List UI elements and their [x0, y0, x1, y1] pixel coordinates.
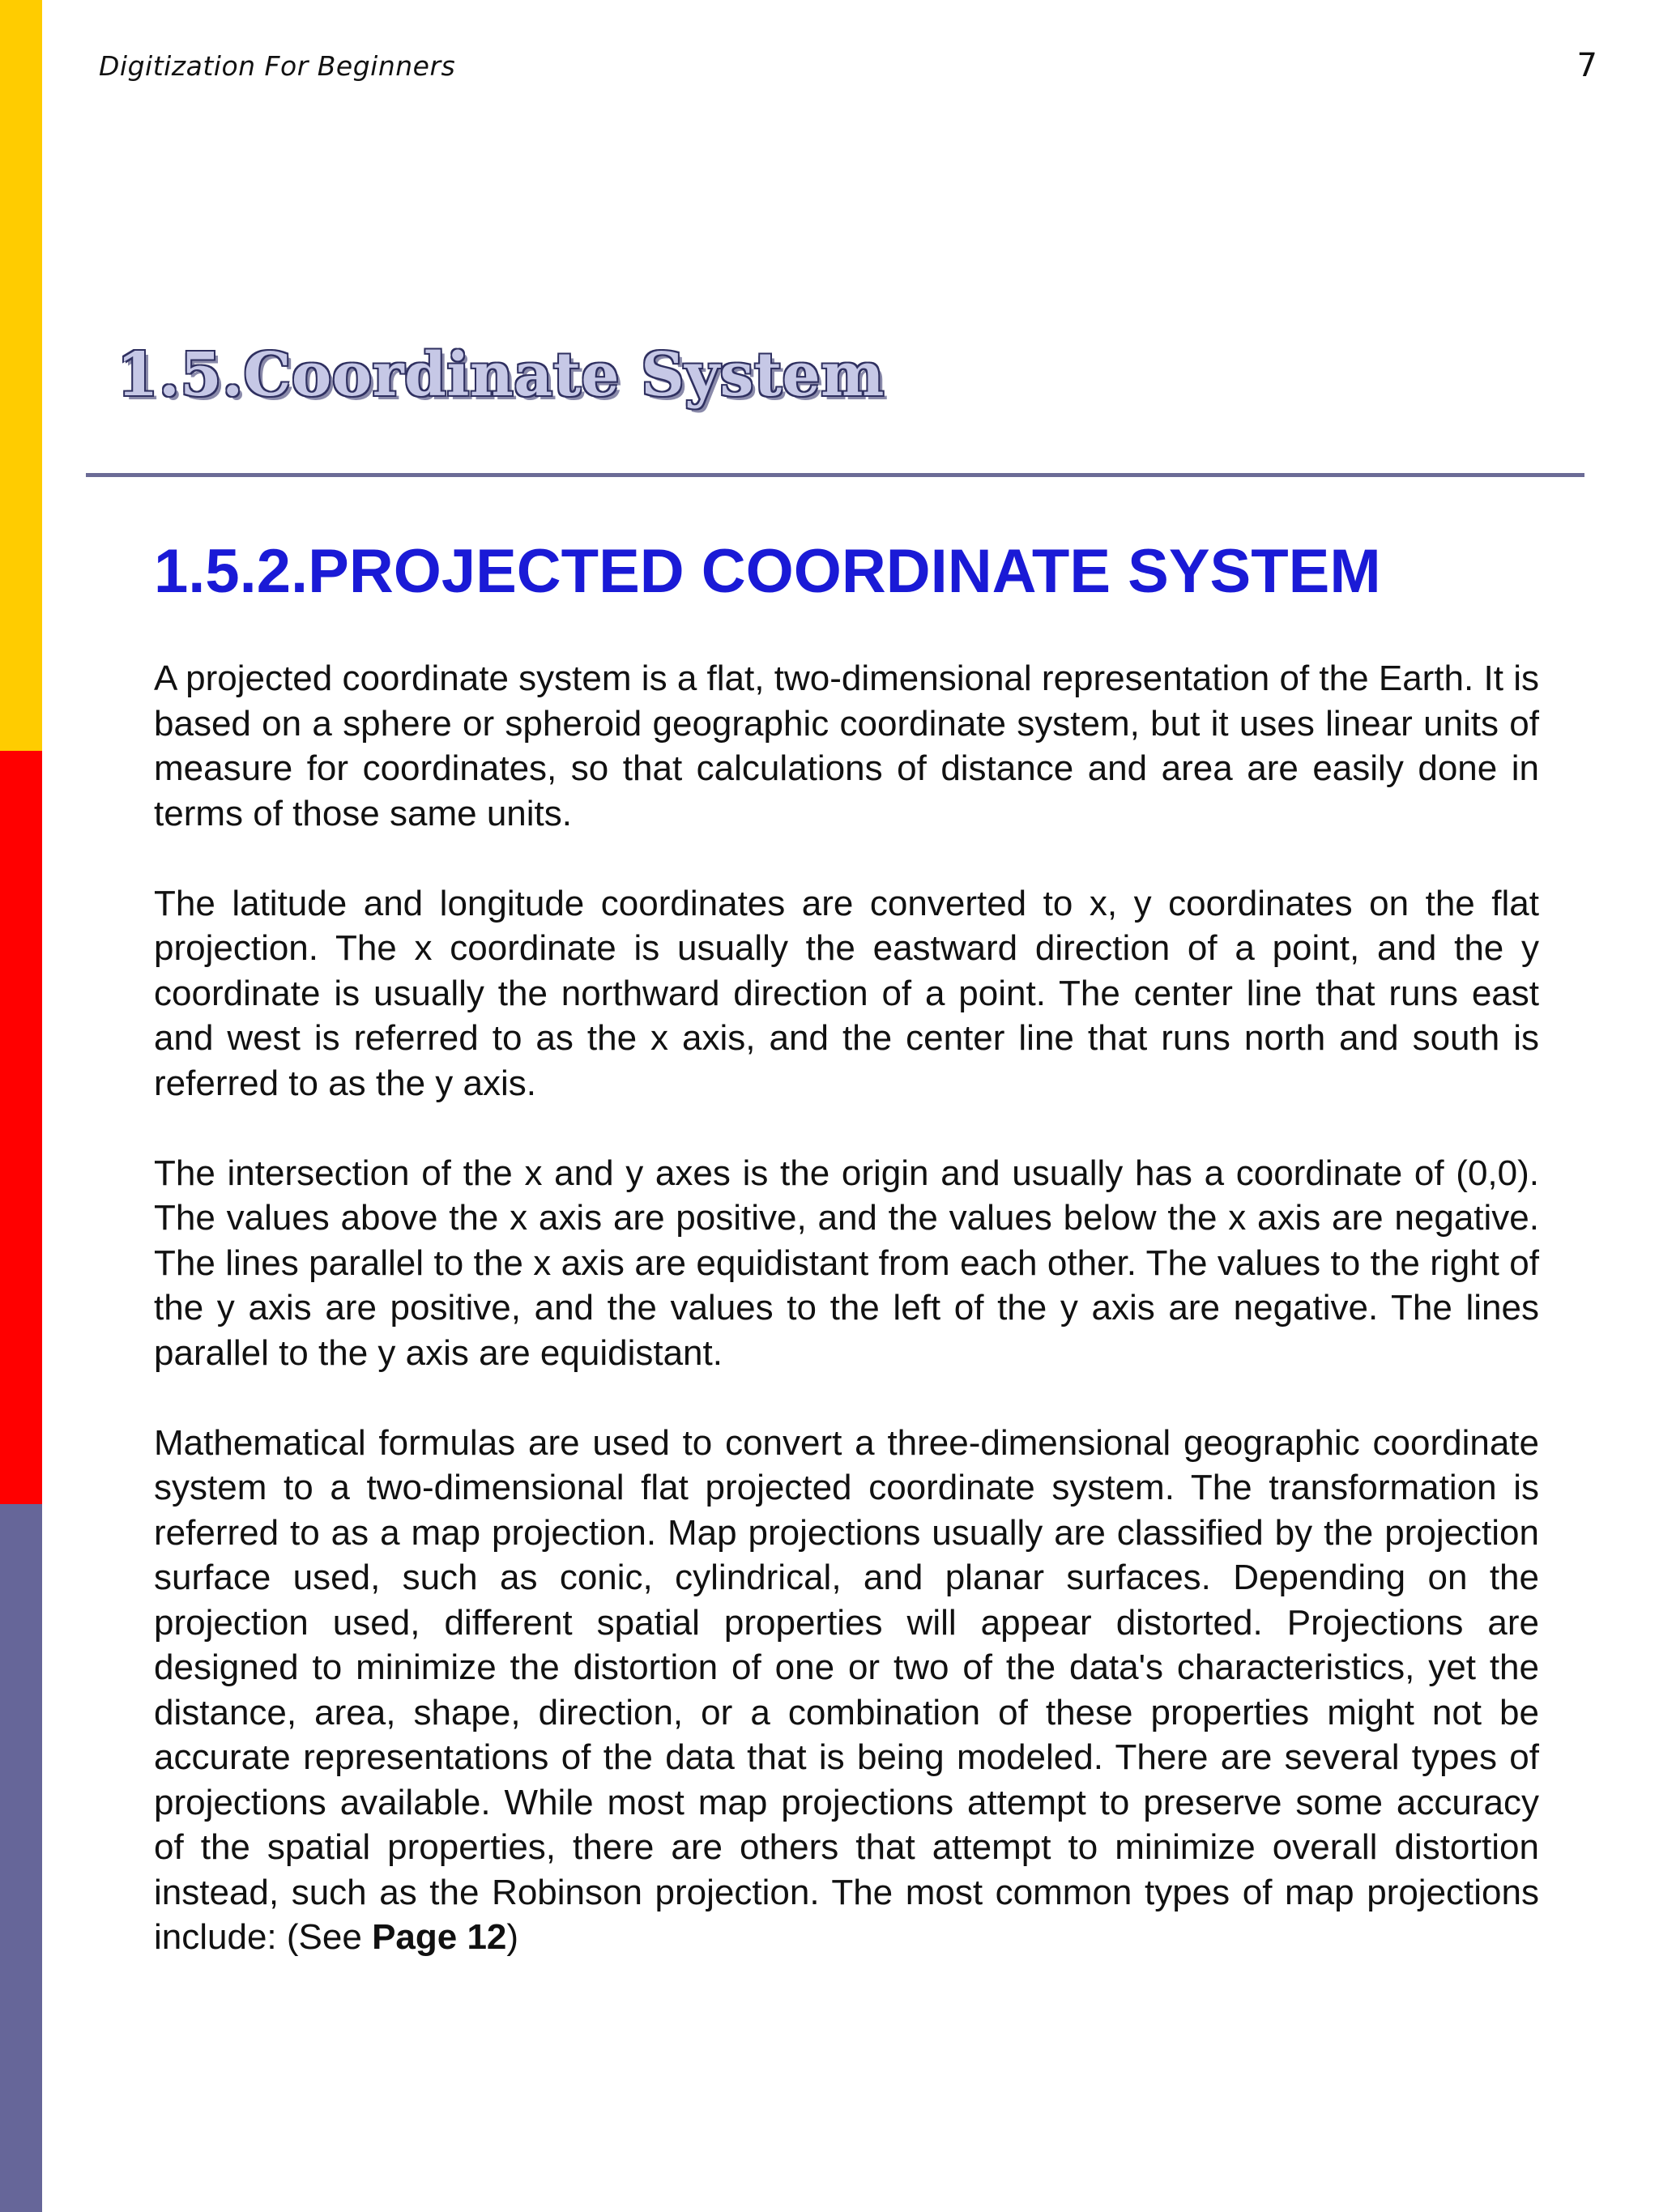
paragraph-origin-axes: The intersection of the x and y axes is the origin and usually has a coordinate of (0,0). The values above the x axis are positive, and the values below the x axis are negative. The lines parallel to the x axis are equidistant from each other. The values to the right of the y axis are positive, and the values to the left of the y axis are negative. The lines parallel to the y axis are equidistant. [154, 1153, 1539, 1373]
page-number: 7 [1576, 47, 1597, 84]
body-text [154, 656, 1539, 1960]
side-bar-red-segment [0, 751, 42, 1504]
paragraph-projected-definition: A projected coordinate system is a flat, two-dimensional representation of the Earth. It is based on a sphere or spheroid geographic coordinate system, but it uses linear units of measure for coordinates, so that calculations of distance and area are easily done in terms of those same units. [154, 658, 1539, 833]
decorative-side-bar [0, 0, 42, 2212]
side-bar-yellow-segment [0, 0, 42, 751]
paragraph-map-projections [154, 1421, 1539, 1960]
title-divider [86, 473, 1584, 477]
paragraph-map-projections-text: Mathematical formulas are used to convert a three-dimensional geographic coordinate system to a two-dimensional flat projected coordinate system. The transformation is referred to as a map projection. Map projections usually are classified by the projection surface used, such as conic, cylindrical, and planar surfaces. Depending on the projection used, different spatial properties will appear distorted. Projections are designed to minimize the distortion of one or two of the data's characteristics, yet the distance, area, shape, direction, or a combination of these properties might not be accurate representations of the data that is being modeled. There are several types of projections available. While most map projections attempt to preserve some accuracy of the spatial properties, there are others that attempt to minimize overall distortion instead, such as the Robinson projection. The most common types of map projections include: (See [154, 1422, 1539, 1957]
side-bar-slate-segment [0, 1504, 42, 2212]
page-reference: Page 12 [372, 1917, 507, 1957]
paragraph-xy-coordinates: The latitude and longitude coordinates are converted to x, y coordinates on the flat projection. The x coordinate is usually the eastward direction of a point, and the y coordinate is usually the northward direction of a point. The center line that runs east and west is referred to as the x axis, and the center line that runs north and south is referred to as the y axis. [154, 883, 1539, 1103]
subsection-title: 1.5.2.PROJECTED COORDINATE SYSTEM [154, 537, 1381, 606]
section-title: 1.5.Coordinate System [117, 340, 885, 410]
running-header-title: Digitization For Beginners [99, 50, 456, 82]
paragraph-closing-paren: ) [506, 1917, 519, 1957]
